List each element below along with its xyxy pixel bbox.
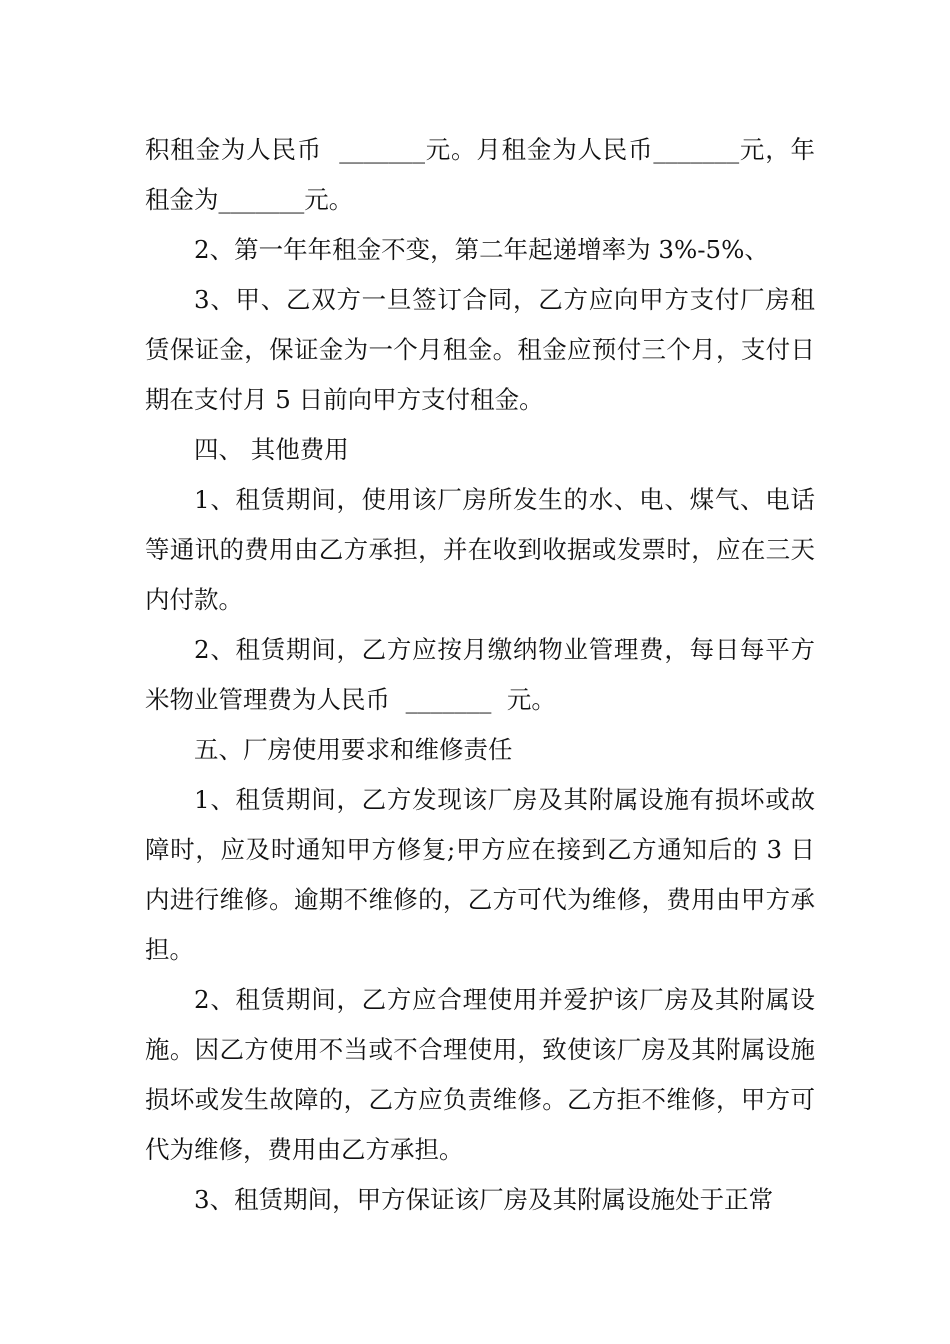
paragraph-deposit: 3、甲、乙双方一旦签订合同，乙方应向甲方支付厂房租赁保证金，保证金为一个月租金。租金应预付三个月，支付日期在支付月 5 日前向甲方支付租金。 [145,285,815,414]
section-heading-other-fees: 四、 其他费用 [194,435,349,464]
paragraph-maintenance-lessee: 2、租赁期间，乙方应合理使用并爱护该厂房及其附属设施。因乙方使用不当或不合理使用，致使该厂房及其附属设施损坏或发生故障的，乙方应负责维修。乙方拒不维修，甲方可代为维修，费用由乙方承担。 [145,985,815,1164]
paragraph-rent-increase: 2、第一年年租金不变，第二年起递增率为 3%-5%、 [194,235,769,264]
paragraph-lessor-guarantee: 3、租赁期间，甲方保证该厂房及其附属设施处于正常 [194,1185,774,1214]
paragraph-property-fees: 2、租赁期间，乙方应按月缴纳物业管理费，每日每平方米物业管理费为人民币 _______ 元。 [145,635,815,714]
document-body [145,125,815,1225]
section-heading-maintenance: 五、厂房使用要求和维修责任 [194,735,513,764]
paragraph-utility-fees: 1、租赁期间，使用该厂房所发生的水、电、煤气、电话等通讯的费用由乙方承担，并在收到收据或发票时，应在三天内付款。 [145,485,815,614]
paragraph-maintenance-lessor: 1、租赁期间，乙方发现该厂房及其附属设施有损坏或故障时，应及时通知甲方修复;甲方应在接到乙方通知后的 3 日内进行维修。逾期不维修的，乙方可代为维修，费用由甲方承担。 [145,785,815,964]
paragraph-rent-amounts: 积租金为人民币 _______元。月租金为人民币_______元，年租金为_______元。 [145,135,815,214]
